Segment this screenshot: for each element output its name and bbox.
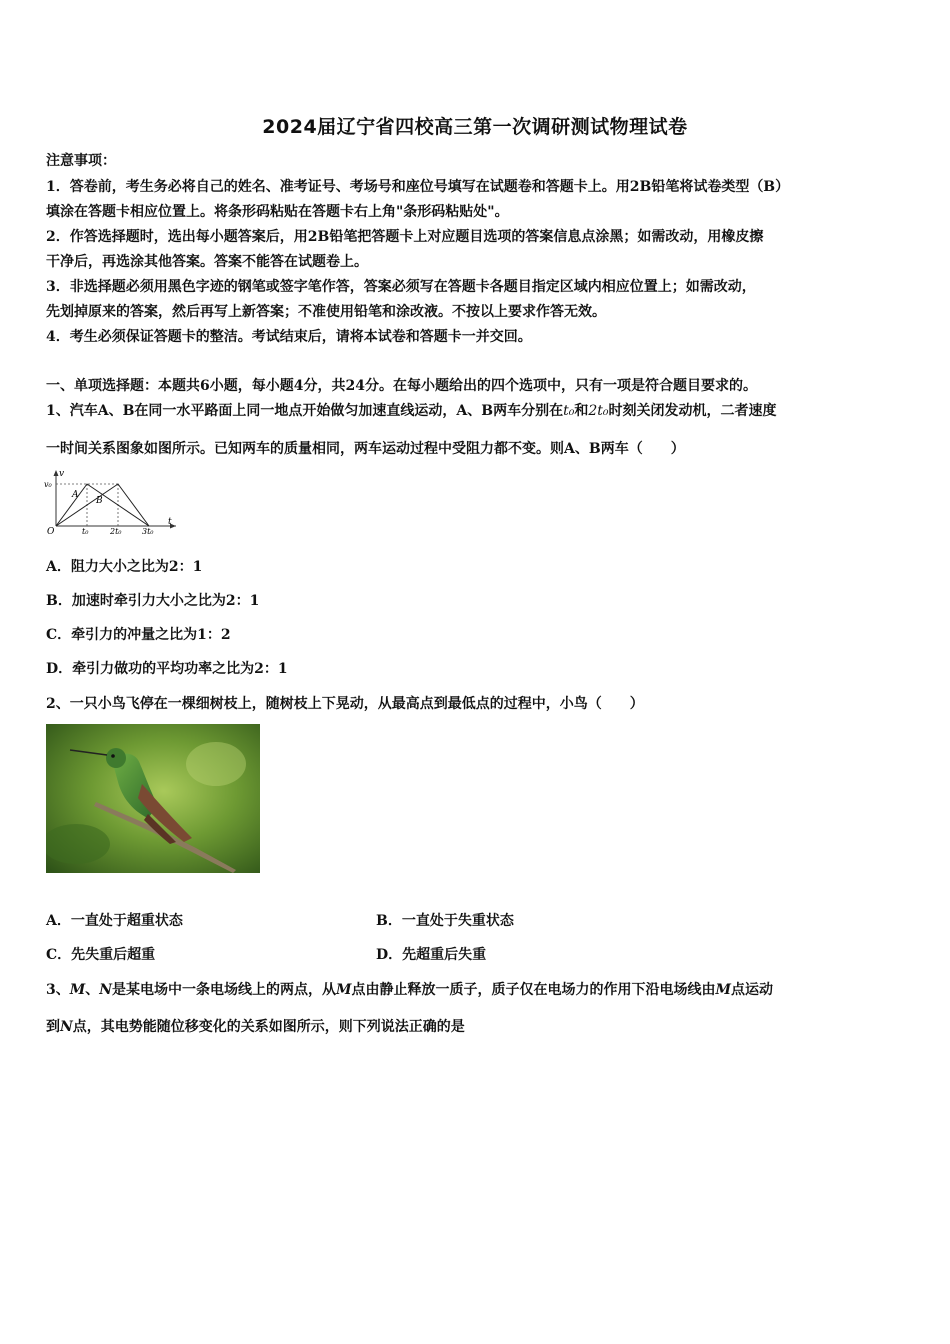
q3-text: 3、: [46, 982, 70, 998]
question-1-stem-cont: 一时间关系图象如图所示。已知两车的质量相同，两车运动过程中受阻力都不变。则A、B两车（ ）: [46, 441, 685, 457]
notice-line: 4．考生必须保证答题卡的整洁。考试结束后，请将本试卷和答题卡一并交回。: [46, 329, 532, 345]
q1-option-b[interactable]: B．加速时牵引力大小之比为2：1: [46, 593, 260, 609]
bird-eye: [111, 754, 115, 758]
velocity-time-graph: [42, 466, 182, 536]
q2-option-d[interactable]: D．先超重后失重: [376, 947, 487, 963]
q3-text: 到: [46, 1019, 60, 1035]
q2-option-b[interactable]: B．一直处于失重状态: [376, 913, 514, 929]
notice-line: 2．作答选择题时，选出每小题答案后，用2B铅笔把答题卡上对应题目选项的答案信息点涂黑；如需改动，用橡皮擦: [46, 229, 764, 245]
notice-line: 干净后，再选涂其他答案。答案不能答在试题卷上。: [46, 254, 368, 270]
bird-head: [106, 748, 126, 768]
notice-line: 先划掉原来的答案，然后再写上新答案；不准使用铅笔和涂改液。不按以上要求作答无效。: [46, 304, 606, 320]
question-3-stem: [46, 981, 906, 999]
q1-t0: t₀: [563, 403, 575, 419]
tick-2t0: 2t₀: [110, 527, 122, 536]
label-b: B: [96, 496, 103, 506]
bokeh: [186, 742, 246, 786]
q1-option-a[interactable]: A．阻力大小之比为2：1: [46, 559, 203, 575]
v0-label: v₀: [44, 480, 52, 489]
q3-text: 是某电场中一条电场线上的两点，从: [112, 982, 337, 998]
v-axis-label: v: [59, 469, 65, 479]
section-heading: 一、单项选择题：本题共6小题，每小题4分，共24分。在每小题给出的四个选项中，只有一项是符合题目要求的。: [46, 378, 757, 394]
question-3-stem-cont: [46, 1018, 906, 1036]
label-a: A: [72, 490, 79, 500]
hummingbird-photo: [46, 724, 260, 873]
notice-heading: 注意事项：: [46, 153, 116, 169]
v-axis-arrow: [54, 470, 59, 476]
q3-text: 点运动: [731, 982, 774, 998]
q3-text: 、: [85, 982, 100, 998]
question-2-stem: 2、一只小鸟飞停在一棵细树枝上，随树枝上下晃动，从最高点到最低点的过程中，小鸟（ ）: [46, 696, 644, 712]
q1-2t0: 2t₀: [588, 403, 609, 419]
q1-text: 1、汽车A、B在同一水平路面上同一地点开始做匀加速直线运动，A、B两车分别在: [46, 403, 564, 419]
q3-text: 点，其电势能随位移变化的关系如图所示，则下列说法正确的是: [72, 1019, 465, 1035]
q3-var-m: M: [336, 982, 352, 998]
t-axis-label: t: [168, 517, 172, 527]
tick-3t0: 3t₀: [142, 527, 154, 536]
origin-label: O: [47, 527, 55, 536]
q3-text: 点由静止释放一质子，质子仅在电场力的作用下沿电场线由: [351, 982, 716, 998]
q3-var-n: N: [60, 1019, 73, 1035]
q3-var-n: N: [99, 982, 113, 998]
q3-var-m: M: [715, 982, 732, 998]
notice-line: 3．非选择题必须用黑色字迹的钢笔或签字笔作答，答案必须写在答题卡各题目指定区域内相应位置上；如需改动，: [46, 279, 756, 295]
q2-option-a[interactable]: A．一直处于超重状态: [46, 913, 183, 929]
exam-title: 2024届辽宁省四校高三第一次调研测试物理试卷: [262, 116, 688, 138]
q1-option-d[interactable]: D．牵引力做功的平均功率之比为2：1: [46, 661, 288, 677]
q1-text: 和: [574, 403, 589, 419]
q1-text: 时刻关闭发动机，二者速度: [608, 403, 777, 419]
notice-line: 填涂在答题卡相应位置上。将条形码粘贴在答题卡右上角"条形码粘贴处"。: [46, 204, 509, 220]
tick-t0: t₀: [82, 527, 89, 536]
q1-option-c[interactable]: C．牵引力的冲量之比为1：2: [46, 627, 231, 643]
notice-line: 1．答卷前，考生务必将自己的姓名、准考证号、考场号和座位号填写在试题卷和答题卡上。用2B铅笔将试卷类型（B）: [46, 179, 790, 195]
q2-option-c[interactable]: C．先失重后超重: [46, 947, 156, 963]
question-1-stem: [46, 402, 906, 420]
q3-var-m: M: [69, 982, 86, 998]
